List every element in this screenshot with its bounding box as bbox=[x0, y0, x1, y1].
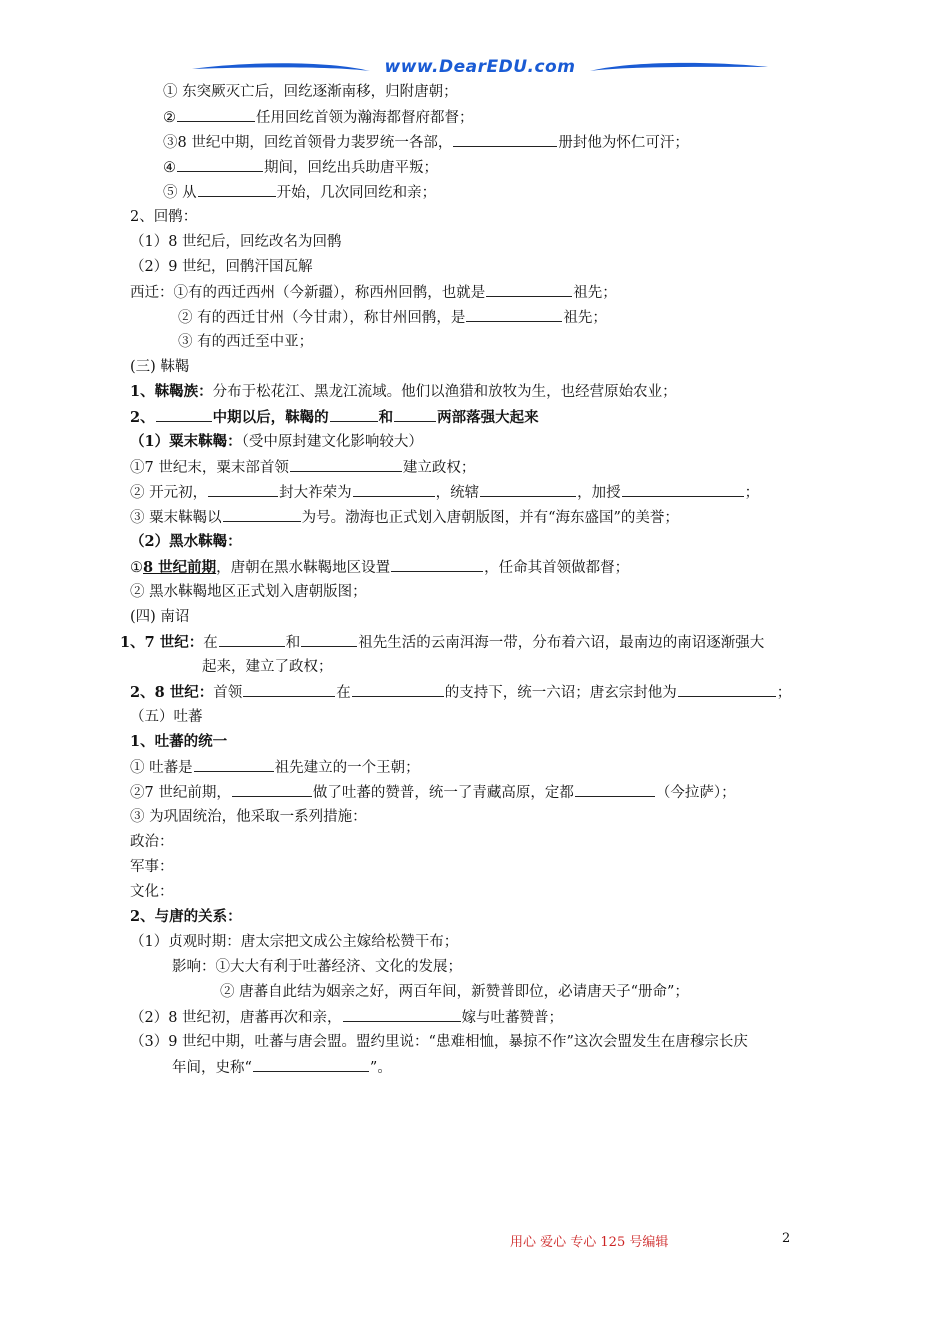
text-line: 年间，史称“ ”。 bbox=[172, 1055, 392, 1079]
answer-blank[interactable] bbox=[232, 780, 312, 797]
text-line: 政治： bbox=[130, 834, 174, 850]
text-line: （2）9 世纪，回鹘汗国瓦解 bbox=[130, 259, 313, 275]
answer-blank[interactable] bbox=[480, 480, 576, 497]
text-line: （1）8 世纪后，回纥改名为回鹘 bbox=[130, 234, 342, 250]
answer-blank[interactable] bbox=[575, 780, 655, 797]
text-line: 军事： bbox=[130, 859, 174, 875]
answer-blank[interactable] bbox=[198, 180, 276, 197]
text-line: （1）贞观时期：唐太宗把文成公主嫁给松赞干布； bbox=[130, 934, 459, 950]
page-number: 2 bbox=[782, 1231, 791, 1246]
answer-blank[interactable] bbox=[301, 630, 357, 647]
section-heading: (三) 靺鞨 bbox=[130, 359, 190, 375]
text-line: 1、靺鞨族：分布于松花江、黑龙江流域。他们以渔猎和放牧为生，也经营原始农业； bbox=[130, 383, 677, 400]
answer-blank[interactable] bbox=[243, 680, 335, 697]
text-line: ②7 世纪前期， 做了吐蕃的赞普，统一了青藏高原，定都 （今拉萨）； bbox=[130, 780, 736, 804]
text-line: ③8 世纪中期，回纥首领骨力裴罗统一各部， 册封他为怀仁可汗； bbox=[163, 130, 689, 154]
text-line: 2、与唐的关系： bbox=[130, 908, 242, 925]
answer-blank[interactable] bbox=[453, 130, 557, 147]
answer-blank[interactable] bbox=[219, 630, 285, 647]
text-line: ② 任用回纥首领为瀚海都督府都督； bbox=[163, 105, 474, 129]
text-line: （1）粟末靺鞨：（受中原封建文化影响较大） bbox=[130, 433, 423, 450]
answer-blank[interactable] bbox=[223, 505, 301, 522]
answer-blank[interactable] bbox=[353, 480, 435, 497]
text-line: 影响：①大大有利于吐蕃经济、文化的发展； bbox=[172, 959, 462, 975]
section-heading: （五）吐蕃 bbox=[130, 709, 203, 725]
text-line: 1、吐蕃的统一 bbox=[130, 733, 228, 750]
answer-blank[interactable] bbox=[352, 680, 444, 697]
text-line: ② 唐蕃自此结为姻亲之好，两百年间，新赞普即位，必请唐天子“册命”； bbox=[220, 984, 689, 1000]
answer-blank[interactable] bbox=[156, 405, 212, 422]
answer-blank[interactable] bbox=[622, 480, 744, 497]
text-line: ③ 为巩固统治，他采取一系列措施： bbox=[130, 809, 367, 825]
text-line: ② 有的西迁甘州（今甘肃），称甘州回鹘，是 祖先； bbox=[178, 305, 607, 329]
answer-blank[interactable] bbox=[343, 1005, 461, 1022]
text-line: 1、7 世纪：在 和 祖先生活的云南洱海一带，分布着六诏，最南边的南诏逐渐强大 bbox=[120, 630, 764, 654]
answer-blank[interactable] bbox=[253, 1055, 369, 1072]
text-line: 2、8 世纪：首领 在 的支持下，统一六诏；唐玄宗封他为 ； bbox=[130, 680, 791, 704]
text-line: ①8 世纪前期，唐朝在黑水靺鞨地区设置 ，任命其首领做都督； bbox=[130, 555, 629, 579]
section-heading: (四) 南诏 bbox=[130, 609, 190, 625]
answer-blank[interactable] bbox=[194, 755, 274, 772]
text-line: 2、 中期以后，靺鞨的 和 两部落强大起来 bbox=[130, 405, 539, 429]
text-line: （3）9 世纪中期，吐蕃与唐会盟。盟约里说：“患难相恤，暴掠不作”这次会盟发生在唐穆宗长庆 bbox=[130, 1034, 748, 1050]
footer-note: 用心 爱心 专心 125 号编辑 bbox=[510, 1235, 669, 1250]
answer-blank[interactable] bbox=[678, 680, 776, 697]
text-line: 文化： bbox=[130, 884, 174, 900]
text-line: （2）黑水靺鞨： bbox=[130, 533, 242, 550]
text-line: ⑤ 从 开始，几次同回纥和亲； bbox=[163, 180, 436, 204]
text-line: ④ 期间，回纥出兵助唐平叛； bbox=[163, 155, 438, 179]
answer-blank[interactable] bbox=[290, 455, 402, 472]
answer-blank[interactable] bbox=[466, 305, 562, 322]
answer-blank[interactable] bbox=[177, 105, 255, 122]
answer-blank[interactable] bbox=[394, 405, 436, 422]
text-line: ② 开元初， 封大祚荣为 ，统辖 ，加授 ； bbox=[130, 480, 759, 504]
text-line: 西迁：①有的西迁西州（今新疆），称西州回鹘，也就是 祖先； bbox=[130, 280, 617, 304]
text-line: ① 吐蕃是 祖先建立的一个王朝； bbox=[130, 755, 420, 779]
answer-blank[interactable] bbox=[208, 480, 278, 497]
section-heading: 2、回鹘： bbox=[130, 209, 198, 225]
text-line: ③ 有的西迁至中亚； bbox=[178, 334, 314, 350]
answer-blank[interactable] bbox=[486, 280, 572, 297]
text-line: ③ 粟末靺鞨以 为号。渤海也正式划入唐朝版图，并有“海东盛国”的美誉； bbox=[130, 505, 679, 529]
answer-blank[interactable] bbox=[177, 155, 263, 172]
text-line: ① 东突厥灭亡后，回纥逐渐南移，归附唐朝； bbox=[163, 84, 458, 100]
answer-blank[interactable] bbox=[391, 555, 483, 572]
text-line: 起来，建立了政权； bbox=[202, 659, 333, 675]
site-brand[interactable]: www.DearEDU.com bbox=[384, 57, 576, 77]
text-line: （2）8 世纪初，唐蕃再次和亲， 嫁与吐蕃赞普； bbox=[130, 1005, 563, 1029]
text-line: ② 黑水靺鞨地区正式划入唐朝版图； bbox=[130, 584, 367, 600]
answer-blank[interactable] bbox=[330, 405, 378, 422]
text-line: ①7 世纪末，粟末部首领 建立政权； bbox=[130, 455, 475, 479]
